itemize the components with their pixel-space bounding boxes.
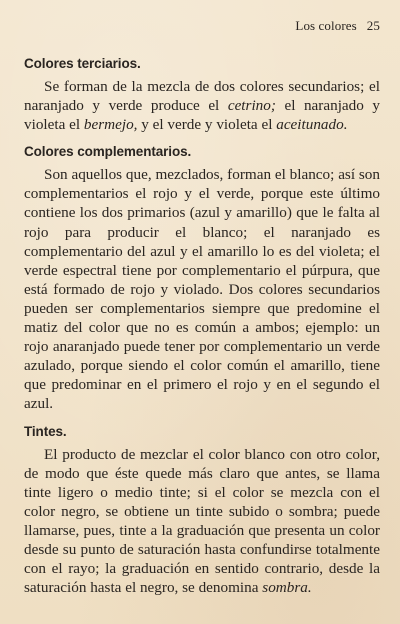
- paragraph-text: el naranjado y violeta el: [24, 97, 380, 134]
- paragraph-italic-term: sombra.: [262, 579, 312, 597]
- page-content: [24, 56, 380, 607]
- paragraph-text: Son aquellos que, mezclados, forman el blanco; así son complementarios el rojo y el verde, porque este último contiene los dos primarios (azul y amarillo) que le falta al rojo para producir el blanco; el naranjado es complementario del azul y el amarillo lo es del violeta; el verde espectral tiene por complementario el púrpura, que está formado de rojo y violado. Dos colores secundarios pueden ser complementarios siempre que predomine el matiz del color que no es común a ambos; ejemplo: un rojo anaranjado puede tener por complementario un verde azulado, porque siendo el color común el amarillo, tiene que predominar en el primero el rojo y en el segundo el azul.: [24, 166, 380, 413]
- section-heading: Tintes.: [24, 423, 67, 439]
- section-colores-terciarios: [24, 56, 380, 134]
- section-paragraph: [24, 445, 380, 598]
- paragraph-italic-term: bermejo,: [83, 116, 138, 134]
- section-paragraph: [24, 77, 380, 134]
- running-header-title: Los colores: [295, 18, 357, 33]
- page-number: 25: [366, 18, 380, 33]
- section-colores-complementarios: [24, 144, 380, 413]
- paragraph-text: El producto de mezclar el color blanco con otro color, de modo que éste quede más claro que antes, se llama tinte ligero o medio tinte; si el color se mezcla con el color negro, se obtiene un tinte subido o sombra; puede llamarse, pues, tinte a la graduación que presenta un color desde su punto de saturación hasta confundirse totalmente con el rayo; la graduación en sentido contrario, desde la saturación hasta el negro, se denomina: [24, 445, 380, 597]
- running-header: [295, 18, 380, 34]
- section-tintes: [24, 424, 380, 598]
- paragraph-text: y el verde y violeta el: [137, 116, 277, 134]
- section-heading: Colores terciarios.: [24, 56, 141, 71]
- paragraph-italic-term: cetrino;: [227, 97, 276, 115]
- section-paragraph: [24, 165, 380, 413]
- paragraph-italic-term: aceitunado.: [276, 116, 348, 134]
- section-heading: Colores complementarios.: [24, 144, 192, 160]
- paragraph-text: Se forman de la mezcla de dos colores secundarios; el naranjado y verde produce el: [24, 78, 380, 115]
